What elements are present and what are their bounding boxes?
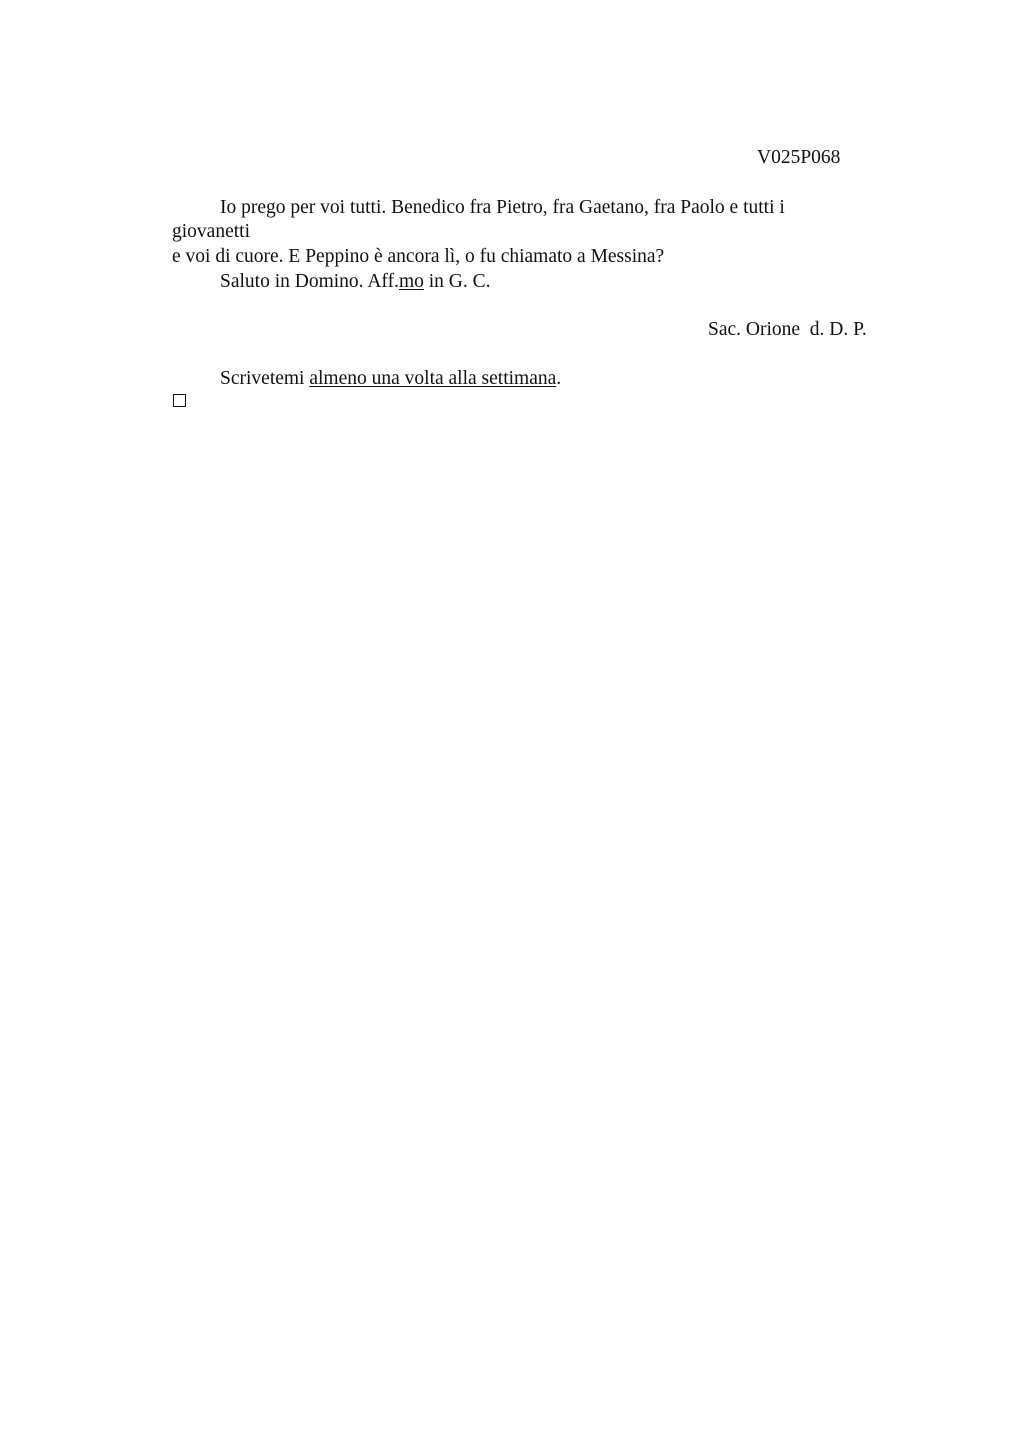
signature: Sac. Orione d. D. P. [708,319,867,340]
empty-square-icon [173,394,186,407]
postscript-text: Scrivetemi [220,368,310,389]
greeting-line [220,270,491,294]
greeting-tail: in G. C. [423,271,491,292]
paragraph-line-2: giovanetti [172,221,250,242]
paragraph-line-3: e voi di cuore. E Peppino è ancora lì, o fu chiamato a Messina? [172,246,665,267]
paragraph-line-1: Io prego per voi tutti. Benedico fra Pietro, fra Gaetano, fra Paolo e tutti i [220,197,785,218]
postscript-line [220,367,561,391]
postscript-underlined: almeno una volta alla settimana [309,368,557,389]
postscript-tail: . [556,368,562,389]
document-reference: V025P068 [757,147,841,168]
greeting-text: Saluto in Domino. Aff. [220,271,399,292]
greeting-underlined: mo [398,271,424,292]
